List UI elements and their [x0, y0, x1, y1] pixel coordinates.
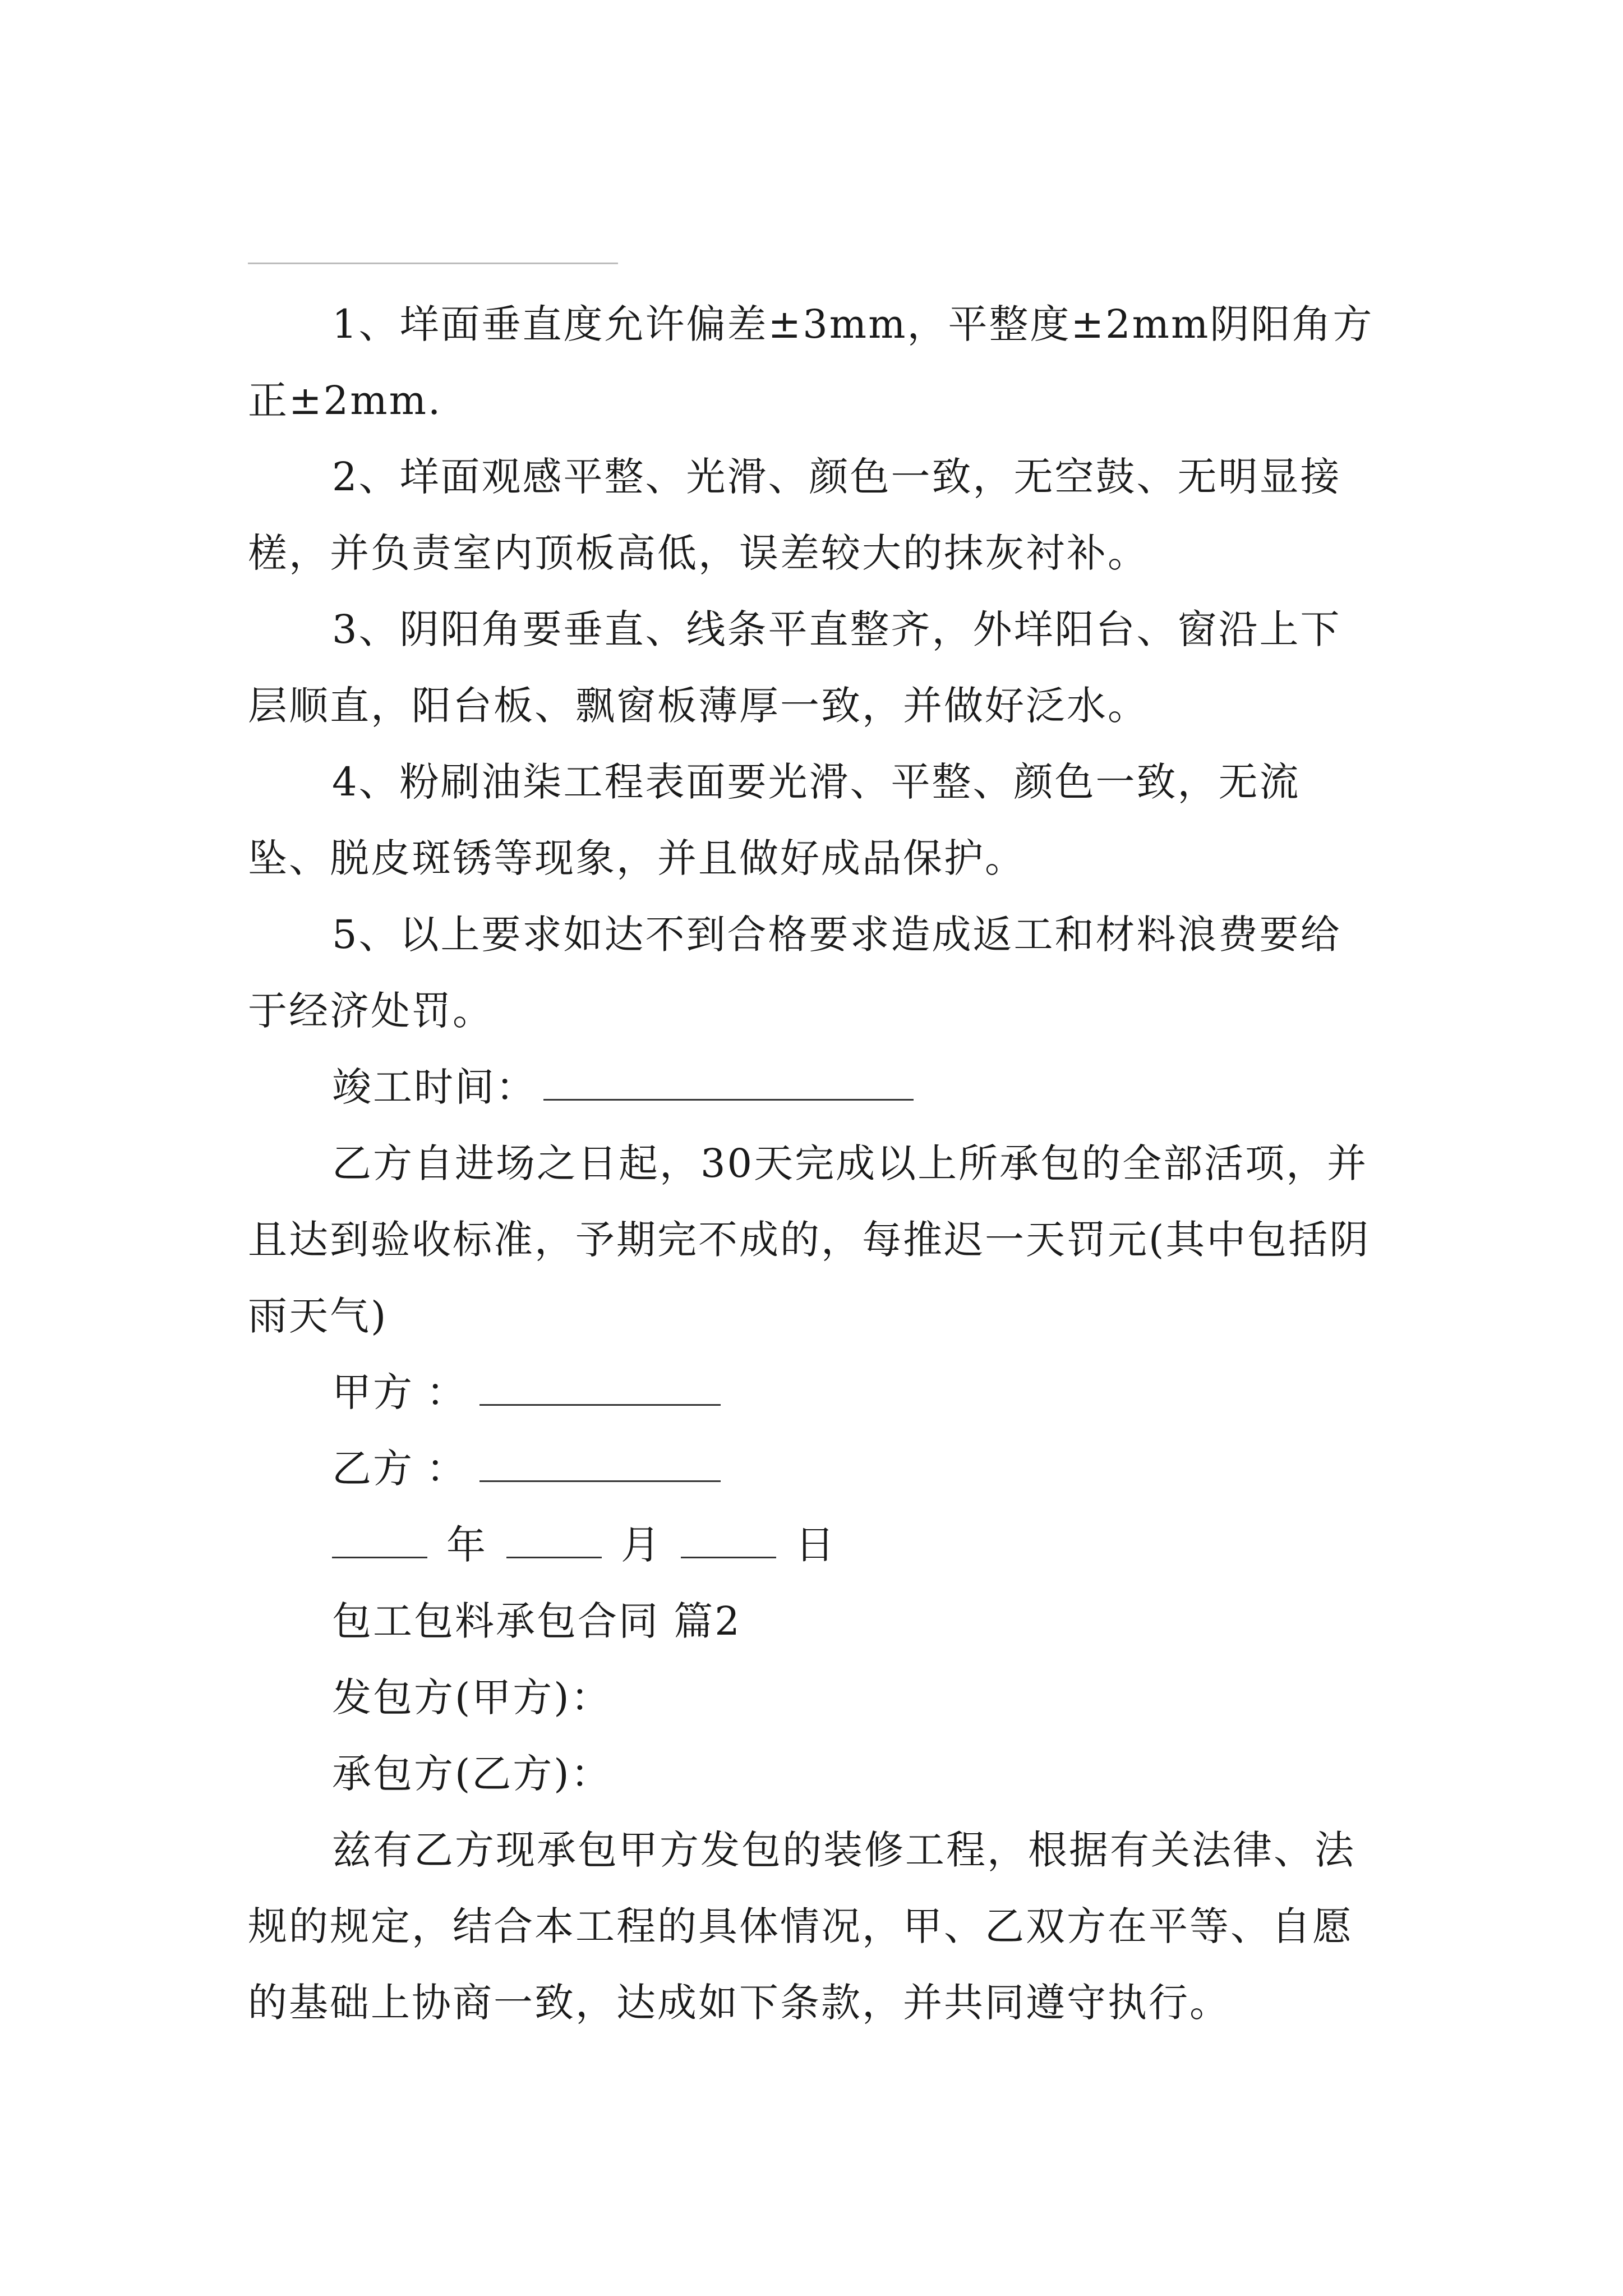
contractor-label: 承包方(乙方)：	[332, 1751, 612, 1797]
completion-time-line	[248, 1049, 1375, 1125]
month-label: 月	[621, 1522, 662, 1568]
intro-paragraph: 兹有乙方现承包甲方发包的装修工程，根据有关法律、法规的规定，结合本工程的具体情况，甲、乙双方在平等、自愿的基础上协商一致，达成如下条款，并共同遵守执行。	[248, 1827, 1355, 2026]
year-label: 年	[446, 1522, 487, 1568]
party-b-blank	[479, 1440, 721, 1482]
party-b-signature-line	[248, 1430, 1375, 1507]
party-a-blank	[479, 1364, 721, 1406]
year-blank	[332, 1516, 427, 1558]
deadline-paragraph: 乙方自进场之日起，30天完成以上所承包的全部活项，并且达到验收标准，予期完不成的，每推迟一天罚元(其中包括阴雨天气)	[248, 1140, 1371, 1339]
top-divider	[248, 263, 618, 264]
party-a-signature-line	[248, 1354, 1375, 1430]
employer-label: 发包方(甲方)：	[332, 1674, 612, 1720]
completion-time-blank	[543, 1059, 914, 1101]
section-title: 包工包料承包合同 篇2	[332, 1598, 741, 1644]
party-a-label: 甲方	[332, 1369, 414, 1415]
day-blank	[681, 1516, 776, 1558]
paragraph-item-1: 1、垟面垂直度允许偏差±3mm，平整度±2mm阴阳角方正±2mm.	[248, 301, 1374, 424]
paragraph-item-3: 3、阴阳角要垂直、线条平直整齐，外垟阳台、窗沿上下层顺直，阳台板、飘窗板薄厚一致，并做好泛水。	[248, 606, 1341, 729]
date-line	[248, 1507, 1375, 1583]
month-blank	[506, 1516, 602, 1558]
completion-time-label: 竣工时间：	[332, 1064, 537, 1110]
party-b-colon: ：	[426, 1446, 467, 1492]
party-a-colon: ：	[426, 1369, 467, 1415]
paragraph-item-4: 4、粉刷油柒工程表面要光滑、平整、颜色一致，无流坠、脱皮斑锈等现象，并且做好成品保护。	[248, 759, 1301, 881]
day-label: 日	[795, 1522, 836, 1568]
paragraph-item-2: 2、垟面观感平整、光滑、颜色一致，无空鼓、无明显接槎，并负责室内顶板高低，误差较大的抹灰衬补。	[248, 454, 1341, 576]
document-body	[248, 286, 1375, 2041]
paragraph-item-5: 5、以上要求如达不到合格要求造成返工和材料浪费要给于经济处罚。	[248, 912, 1341, 1034]
party-b-label: 乙方	[332, 1446, 414, 1492]
